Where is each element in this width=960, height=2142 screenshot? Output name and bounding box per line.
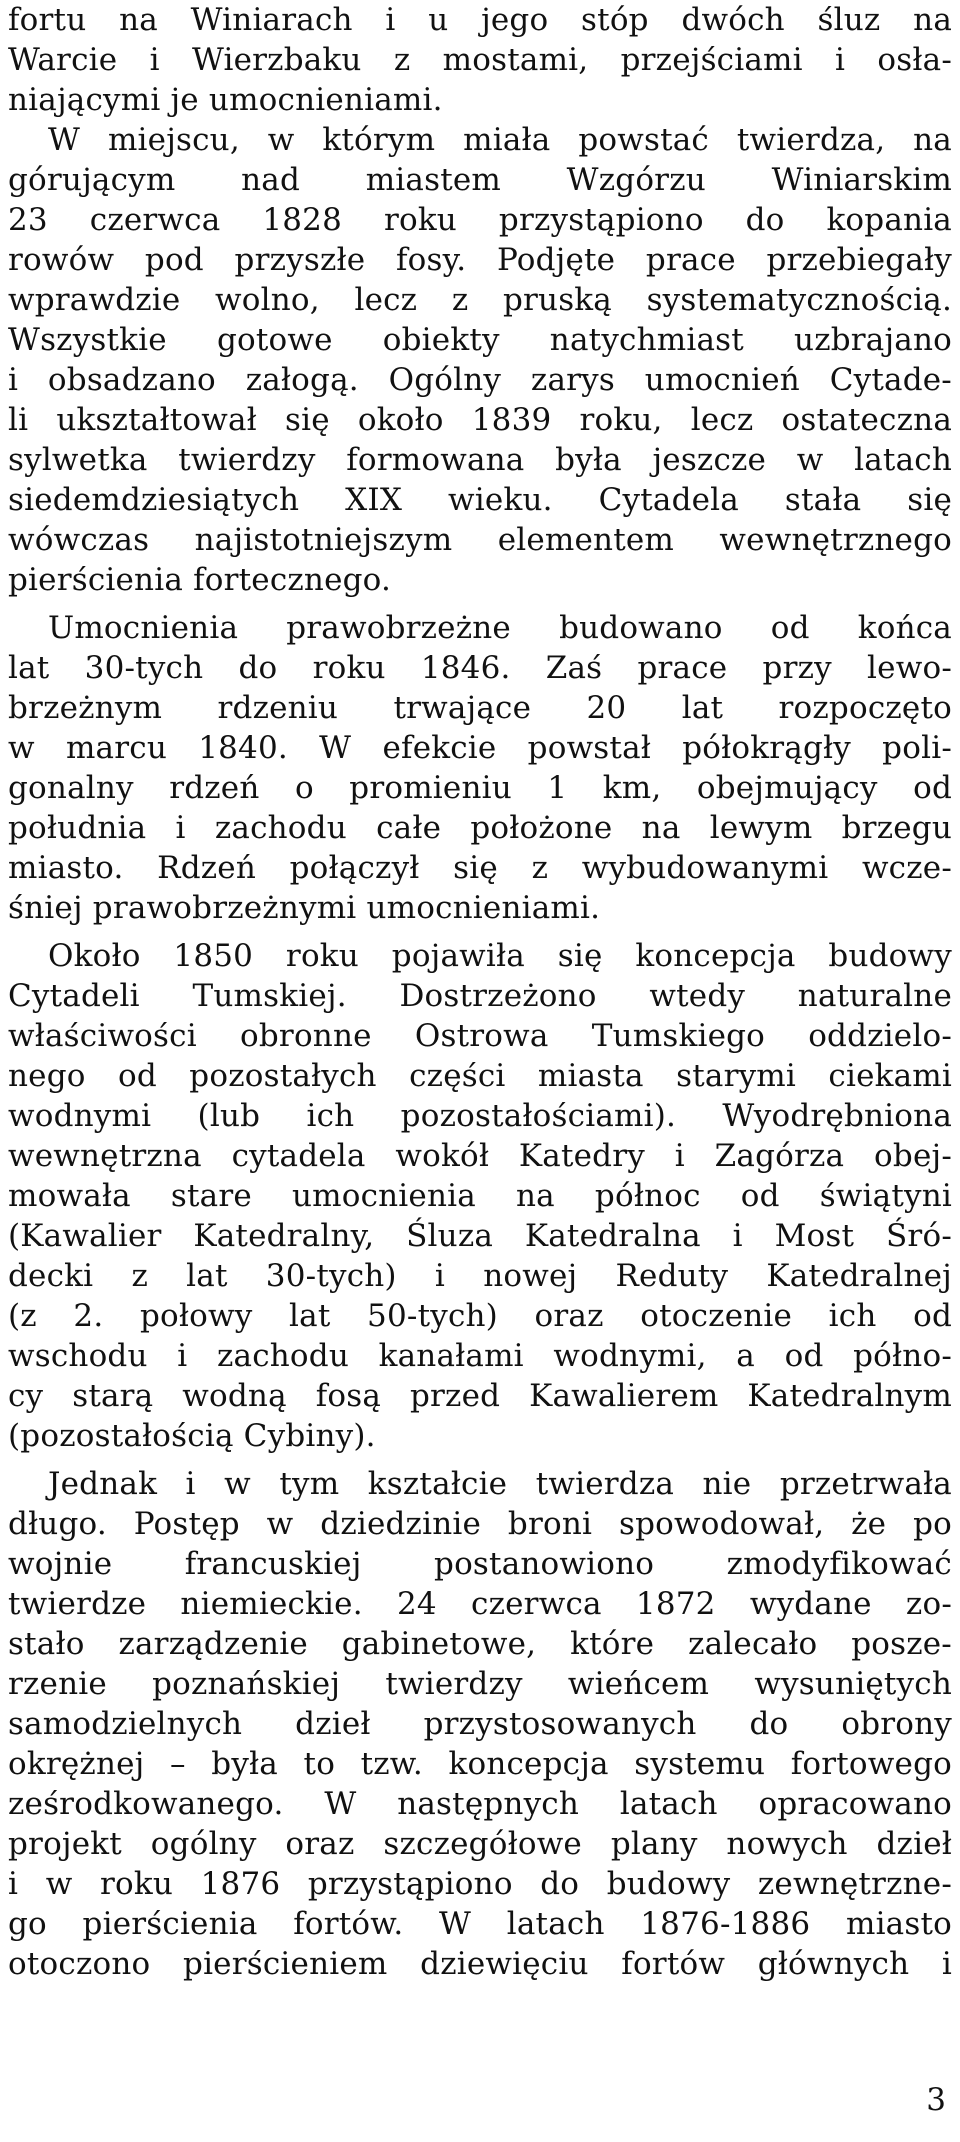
text-line: li ukształtował się około 1839 roku, lecz ostateczna	[8, 402, 952, 438]
text-line: okrężnej – była to tzw. koncepcja systemu fortowego	[8, 1746, 952, 1782]
text-line: samodzielnych dzieł przystosowanych do obrony	[8, 1706, 952, 1742]
text-line: Wszystkie gotowe obiekty natychmiast uzbrajano	[8, 322, 952, 358]
text-line: rzenie poznańskiej twierdzy wieńcem wysuniętych	[8, 1666, 952, 1702]
text-line: twierdze niemieckie. 24 czerwca 1872 wydane zo-	[8, 1586, 952, 1622]
text-line: (pozostałością Cybiny).	[8, 1418, 376, 1454]
text-line: niającymi je umocnieniami.	[8, 82, 443, 118]
text-line: W miejscu, w którym miała powstać twierdza, na	[48, 122, 952, 158]
text-line: wojnie francuskiej postanowiono zmodyfikować	[8, 1546, 952, 1582]
page-number: 3	[926, 2082, 946, 2118]
text-line: wówczas najistotniejszym elementem wewnętrznego	[8, 522, 952, 558]
text-line: właściwości obronne Ostrowa Tumskiego oddzielo-	[8, 1018, 952, 1054]
text-line: wewnętrzna cytadela wokół Katedry i Zagórza obej-	[8, 1138, 952, 1174]
text-line: górującym nad miastem Wzgórzu Winiarskim	[8, 162, 952, 198]
text-line: sylwetka twierdzy formowana była jeszcze w latach	[8, 442, 952, 478]
text-line: Umocnienia prawobrzeżne budowano od końca	[48, 610, 952, 646]
text-line: wprawdzie wolno, lecz z pruską systematycznością.	[8, 282, 952, 318]
text-line: nego od pozostałych części miasta starymi ciekami	[8, 1058, 952, 1094]
text-line: Warcie i Wierzbaku z mostami, przejściami i osła-	[8, 42, 952, 78]
text-line: śniej prawobrzeżnymi umocnieniami.	[8, 890, 601, 926]
text-line: wodnymi (lub ich pozostałościami). Wyodrębniona	[8, 1098, 952, 1134]
text-line: mowała stare umocnienia na północ od świątyni	[8, 1178, 952, 1214]
text-line: Cytadeli Tumskiej. Dostrzeżono wtedy naturalne	[8, 978, 952, 1014]
text-line: cy starą wodną fosą przed Kawalierem Katedralnym	[8, 1378, 952, 1414]
text-line: go pierścienia fortów. W latach 1876-1886 miasto	[8, 1906, 952, 1942]
text-line: (z 2. połowy lat 50-tych) oraz otoczenie ich od	[8, 1298, 952, 1334]
text-line: 23 czerwca 1828 roku przystąpiono do kopania	[8, 202, 952, 238]
text-line: stało zarządzenie gabinetowe, które zalecało posze-	[8, 1626, 952, 1662]
text-line: Jednak i w tym kształcie twierdza nie przetrwała	[48, 1466, 952, 1502]
text-line: otoczono pierścieniem dziewięciu fortów głównych i	[8, 1946, 952, 1982]
text-line: południa i zachodu całe położone na lewym brzegu	[8, 810, 952, 846]
text-line: brzeżnym rdzeniu trwające 20 lat rozpoczęto	[8, 690, 952, 726]
text-line: (Kawalier Katedralny, Śluza Katedralna i Most Śró-	[8, 1218, 952, 1254]
text-line: miasto. Rdzeń połączył się z wybudowanymi wcze-	[8, 850, 952, 886]
text-line: projekt ogólny oraz szczegółowe plany nowych dzieł	[8, 1826, 952, 1862]
text-line: wschodu i zachodu kanałami wodnymi, a od półno-	[8, 1338, 952, 1374]
text-line: rowów pod przyszłe fosy. Podjęte prace przebiegały	[8, 242, 952, 278]
text-line: Około 1850 roku pojawiła się koncepcja budowy	[48, 938, 952, 974]
text-line: pierścienia fortecznego.	[8, 562, 392, 598]
text-line: decki z lat 30-tych) i nowej Reduty Katedralnej	[8, 1258, 952, 1294]
text-line: i w roku 1876 przystąpiono do budowy zewnętrzne-	[8, 1866, 952, 1902]
text-line: gonalny rdzeń o promieniu 1 km, obejmujący od	[8, 770, 952, 806]
text-line: długo. Postęp w dziedzinie broni spowodował, że po	[8, 1506, 952, 1542]
text-line: w marcu 1840. W efekcie powstał półokrągły poli-	[8, 730, 952, 766]
text-line: i obsadzano załogą. Ogólny zarys umocnień Cytade-	[8, 362, 952, 398]
text-line: ześrodkowanego. W następnych latach opracowano	[8, 1786, 952, 1822]
text-line: fortu na Winiarach i u jego stóp dwóch śluz na	[8, 2, 952, 38]
text-line: lat 30-tych do roku 1846. Zaś prace przy lewo-	[8, 650, 952, 686]
text-line: siedemdziesiątych XIX wieku. Cytadela stała się	[8, 482, 952, 518]
